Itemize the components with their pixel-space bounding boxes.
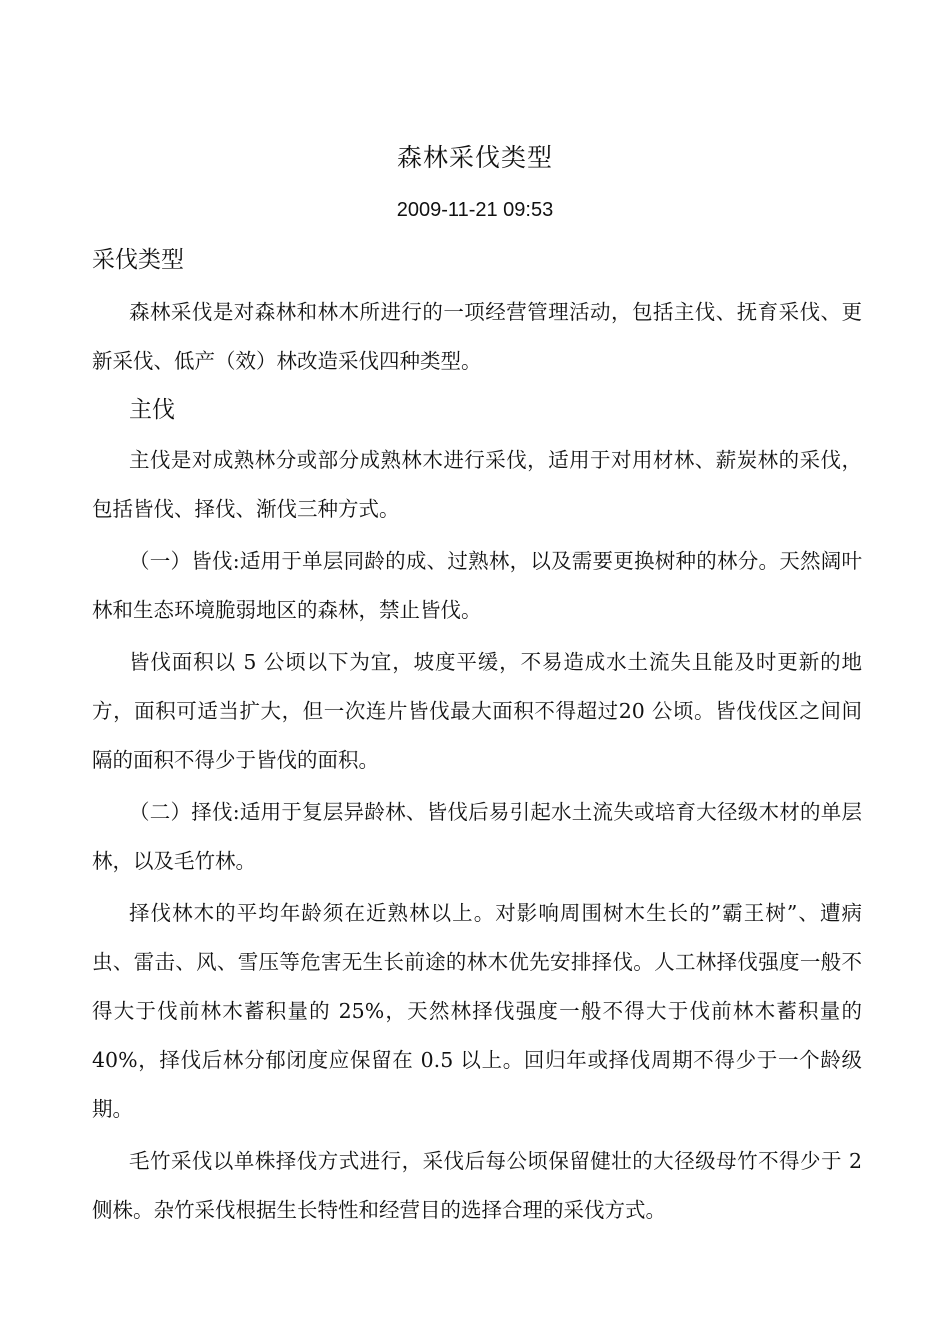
document-body — [92, 240, 862, 1238]
subsection-heading: 主伐 — [129, 397, 175, 423]
section-heading: 采伐类型 — [92, 247, 184, 273]
paragraph-selective-cutting-rules: 择伐林木的平均年龄须在近熟林以上。对影响周围树木生长的”霸王树”、遭病虫、雷击、风、雪压等危害无生长前途的林木优先安排择伐。人工林择伐强度一般不得大于伐前林木蓄积量的 25%，天然林择伐强度一般不得大于伐前林木蓄积量的 40%，择伐后林分郁闭度应保留在 0.5 以上。回归年或择伐周期不得少于一个龄级期。 — [92, 901, 862, 1121]
paragraph-bamboo-cutting: 毛竹采伐以单株择伐方式进行，采伐后每公顷保留健壮的大径级母竹不得少于 2 侧株。杂竹采伐根据生长特性和经营目的选择合理的采伐方式。 — [92, 1149, 862, 1222]
paragraph-clear-cutting-area: 皆伐面积以 5 公顷以下为宜，坡度平缓，不易造成水土流失且能及时更新的地方，面积可适当扩大，但一次连片皆伐最大面积不得超过20 公顷。皆伐伐区之间间隔的面积不得少于皆伐的面积。 — [92, 650, 862, 772]
paragraph-main-felling: 主伐是对成熟林分或部分成熟林木进行采伐，适用于对用材林、薪炭林的采伐，包括皆伐、择伐、渐伐三种方式。 — [92, 448, 862, 521]
document-date: 2009-11-21 09:53 — [396, 199, 554, 221]
paragraph-clear-cutting: （一）皆伐:适用于单层同龄的成、过熟林，以及需要更换树种的林分。天然阔叶林和生态环境脆弱地区的森林，禁止皆伐。 — [92, 549, 862, 622]
document-title: 森林采伐类型 — [396, 143, 553, 172]
paragraph-selective-cutting: （二）择伐:适用于复层异龄林、皆伐后易引起水土流失或培育大径级木材的单层林，以及毛竹林。 — [92, 800, 862, 873]
intro-paragraph: 森林采伐是对森林和林木所进行的一项经营管理活动，包括主伐、抚育采伐、更新采伐、低产（效）林改造采伐四种类型。 — [92, 300, 862, 373]
